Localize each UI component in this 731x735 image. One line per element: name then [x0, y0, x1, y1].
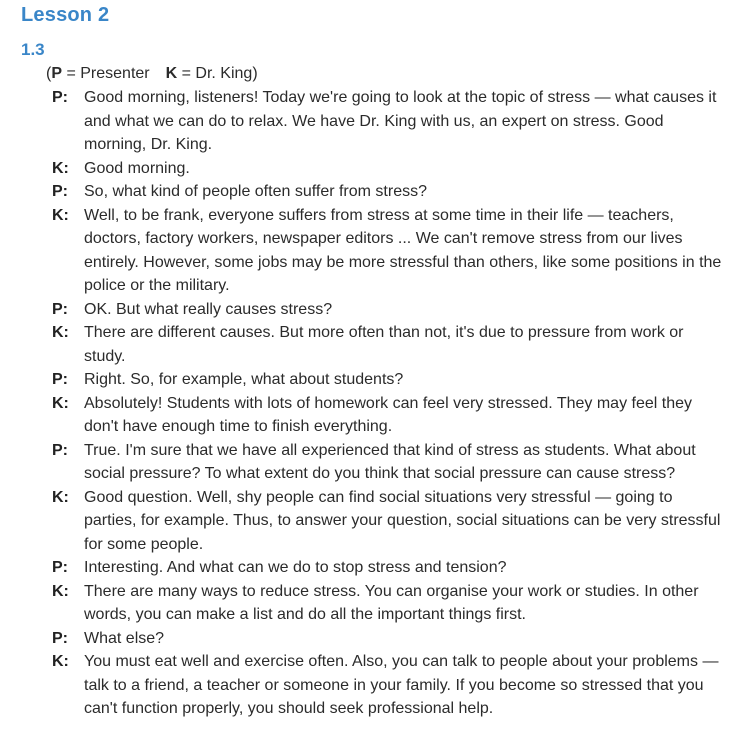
dialogue-line: Absolutely! Students with lots of homework can feel very stressed. They may feel they don't have enough time to finish everything.: [84, 394, 692, 435]
dialogue-turn: [48, 204, 728, 298]
dialogue-line: Good morning.: [84, 159, 190, 177]
dialogue-line: There are different causes. But more often than not, it's due to pressure from work or study.: [84, 324, 684, 365]
dialogue-turn: [48, 298, 728, 322]
speaker-label: P:: [52, 371, 68, 388]
dialogue-turn: [48, 157, 728, 181]
dialogue-line: Interesting. And what can we do to stop stress and tension?: [84, 559, 507, 576]
dialogue-turn: [48, 392, 728, 439]
dialogue-line: True. I'm sure that we have all experienced that kind of stress as students. What about social pressure? To what extent do you think that social pressure can cause stress?: [84, 441, 696, 482]
dialogue-turn: [48, 180, 728, 204]
dialogue-line: So, what kind of people often suffer from stress?: [84, 183, 427, 200]
speaker-label: K:: [52, 582, 69, 600]
dialogue-turn: [48, 556, 728, 580]
dialogue-transcript: [48, 86, 728, 721]
legend-king-desc: = Dr. King): [181, 65, 258, 82]
dialogue-line: Right. So, for example, what about students?: [84, 371, 404, 388]
speaker-label: K:: [52, 653, 69, 670]
speaker-label: K:: [52, 394, 69, 412]
section-number: 1.3: [21, 40, 45, 59]
dialogue-turn: [48, 439, 728, 486]
dialogue-line: OK. But what really causes stress?: [84, 300, 333, 318]
speaker-label: P:: [52, 183, 68, 200]
dialogue-line: Well, to be frank, everyone suffers from stress at some time in their life — teachers, doctors, factory workers, newspaper editors ... We can't remove stress from our lives entirely. However, some jobs may be more stressful than others, like some positions in the police or the military.: [84, 206, 722, 294]
legend-open-paren: (: [46, 65, 52, 82]
dialogue-line: Good question. Well, shy people can find social situations very stressful — going to parties, for example. Thus, to answer your question, social situations can be very stressful for some people.: [84, 488, 721, 553]
dialogue-turn: [48, 368, 728, 392]
dialogue-turn: [48, 650, 728, 721]
speaker-legend: [46, 64, 258, 84]
speaker-label: P:: [52, 629, 68, 647]
dialogue-turn: [48, 486, 728, 557]
dialogue-turn: [48, 86, 728, 157]
lesson-title: Lesson 2: [21, 4, 110, 26]
legend-presenter-desc: = Presenter: [66, 65, 150, 82]
dialogue-turn: [48, 627, 728, 651]
speaker-label: K:: [52, 206, 69, 224]
dialogue-line: Good morning, listeners! Today we're going to look at the topic of stress — what causes it and what we can do to relax. We have Dr. King with us, an expert on stress. Good morning, Dr. King.: [84, 89, 717, 153]
dialogue-line: What else?: [84, 629, 165, 647]
dialogue-line: You must eat well and exercise often. Also, you can talk to people about your problems — talk to a friend, a teacher or someone in your family. If you become so stressed that you can't function properly, you should seek professional help.: [84, 653, 719, 717]
dialogue-turn: [48, 321, 728, 368]
speaker-label: K:: [52, 159, 69, 177]
speaker-label: K:: [52, 324, 69, 341]
dialogue-turn: [48, 580, 728, 627]
legend-presenter-key: P: [51, 65, 62, 82]
dialogue-line: There are many ways to reduce stress. You can organise your work or studies. In other words, you can make a list and do all the important things first.: [84, 582, 699, 623]
speaker-label: P:: [52, 300, 68, 318]
speaker-label: K:: [52, 488, 69, 506]
speaker-label: P:: [52, 89, 68, 106]
speaker-label: P:: [52, 559, 68, 576]
speaker-label: P:: [52, 441, 68, 459]
legend-king-key: K: [165, 65, 178, 82]
